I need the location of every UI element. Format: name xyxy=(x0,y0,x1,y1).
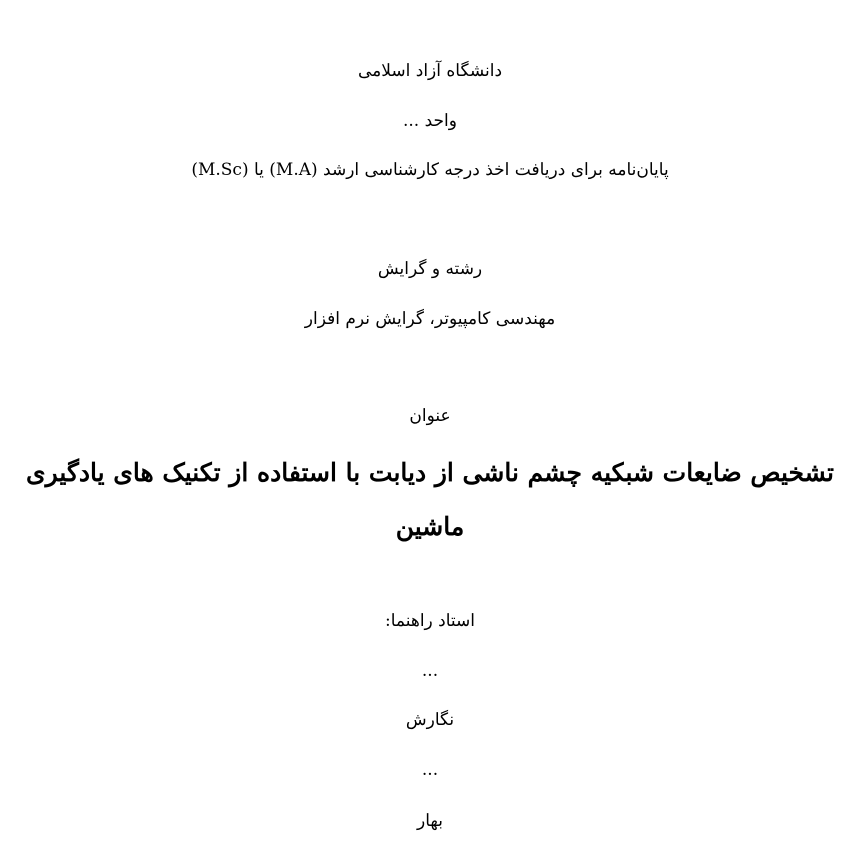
field-label: رشته و گرایش xyxy=(377,259,483,279)
field-value: مهندسی کامپیوتر، گرایش نرم افزار xyxy=(304,309,556,329)
thesis-title-line-2: ماشین xyxy=(395,512,465,541)
season: بهار xyxy=(417,811,443,831)
thesis-title-line-1: تشخیص ضایعات شبکیه چشم ناشی از دیابت با استفاده از تکنیک های یادگیری xyxy=(26,458,834,487)
advisor-value: ... xyxy=(421,661,439,681)
university-name: دانشگاه آزاد اسلامی xyxy=(357,61,503,81)
author-label: نگارش xyxy=(405,710,455,730)
branch-name: واحد ... xyxy=(403,111,457,131)
degree-statement: پایان‌نامه برای دریافت اخذ درجه کارشناسی ارشد (M.A) یا (M.Sc) xyxy=(191,160,669,180)
title-label: عنوان xyxy=(409,406,451,426)
author-value: ... xyxy=(421,760,439,780)
advisor-label: استاد راهنما: xyxy=(384,611,475,631)
